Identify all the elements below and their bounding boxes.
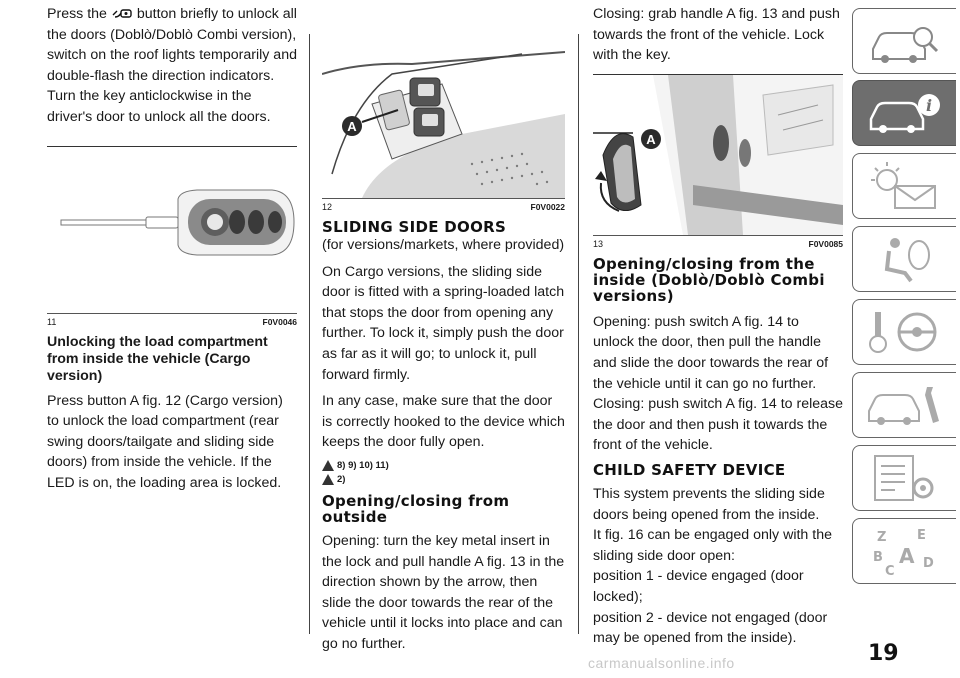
svg-text:B: B	[872, 550, 883, 565]
paragraph-unlocking-load-compartment: Press button A fig. 12 (Cargo version) to unlock the load compartment (rear swing doors/tailgate and sliding side doors) from inside the vehicle. If the LED is on, the loading area is locked.	[47, 392, 283, 491]
key-steering-wheel-icon	[865, 306, 945, 358]
paragraph-opening-inside: Opening: push switch A fig. 14 to unlock the door, then pull the handle and slide the door towards the rear of the vehicle until it can go no further.	[593, 313, 829, 392]
heading-sliding-side-doors: SLIDING SIDE DOORS	[322, 218, 507, 236]
heading-child-safety-device: CHILD SAFETY DEVICE	[593, 460, 786, 479]
warning-reference-1: 8) 9) 10) 11)	[322, 459, 565, 473]
unlock-key-button-icon	[111, 7, 133, 19]
figure-11-caption: 11 F0V0046	[47, 313, 297, 328]
chapter-tabs	[852, 0, 960, 678]
car-search-icon	[865, 15, 945, 67]
figure-12-caption: 12 F0V0022	[322, 198, 565, 213]
column-2	[322, 0, 565, 661]
svg-text:A: A	[898, 544, 914, 568]
svg-text:E: E	[916, 528, 926, 543]
figure-12	[322, 34, 565, 198]
tab-getting-to-know-vehicle[interactable]	[852, 8, 956, 74]
paragraph-sliding-latch: On Cargo versions, the sliding side door is fitted with a spring-loaded latch that stops the door from opening any further. To lock it, simply push the door as far as it will go; to unlock it, pull forward firmly.	[322, 263, 565, 383]
figure-12-label-a: A	[347, 119, 357, 134]
column-divider	[309, 34, 310, 634]
subheading-versions-markets: (for versions/markets, where provided)	[322, 237, 565, 253]
remote-key-illustration	[47, 147, 297, 313]
tab-vehicle-info[interactable]	[852, 80, 956, 146]
heading-opening-closing-inside: Opening/closing from the inside (Doblò/Doblò Combi versions)	[593, 254, 825, 305]
paragraph-child-safety-1: This system prevents the sliding side doors being opened from the inside.	[593, 485, 825, 523]
tab-warning-lights[interactable]	[852, 153, 956, 219]
svg-text:Z: Z	[876, 530, 886, 545]
tab-starting-driving[interactable]	[852, 299, 956, 365]
alphabet-index-icon	[865, 523, 945, 579]
column-1	[47, 0, 297, 500]
svg-text:D: D	[922, 556, 934, 571]
svg-text:i: i	[925, 96, 932, 115]
paragraph-position-2: position 2 - device not engaged (door may be opened from the inside).	[593, 609, 828, 647]
figure-13-label-a: A	[646, 131, 656, 147]
tab-servicing-care[interactable]	[852, 445, 956, 511]
sliding-door-handle-illustration	[593, 75, 843, 235]
paragraph-closing-inside: Closing: push switch A fig. 14 to release the door and then push it towards the front of the vehicle.	[593, 396, 843, 454]
intro-paragraph: Press the button briefly to unlock all the doors (Doblò/Doblò Combi version), switch on the roof lights temporarily and double-flash the direction indicators. Turn the key anticlockwise in the driver's door to unlock all the doors.	[47, 6, 297, 125]
heading-opening-closing-outside: Opening/closing from outside	[322, 491, 510, 526]
tab-index[interactable]	[852, 518, 956, 584]
door-switch-panel-illustration	[322, 34, 565, 198]
figure-11	[47, 146, 297, 313]
figure-13	[593, 74, 843, 235]
warning-triangle-icon	[322, 474, 334, 485]
warning-reference-2: 2)	[322, 473, 565, 487]
heading-unlocking-load-compartment: Unlocking the load compartment from inside the vehicle (Cargo version)	[47, 333, 268, 384]
warning-light-message-icon	[865, 160, 945, 212]
paragraph-closing-handle: Closing: grab handle A fig. 13 and push towards the front of the vehicle. Lock with the key.	[593, 6, 840, 64]
page-number: 19	[868, 641, 899, 666]
svg-text:C: C	[884, 564, 895, 579]
tab-in-an-emergency[interactable]	[852, 372, 956, 438]
paragraph-opening-outside: Opening: turn the key metal insert in the lock and pull handle A fig. 13 in the direction shown by the arrow, then slide the door towards the rear of the vehicle until it locks into place and can go no further.	[322, 532, 565, 652]
column-3	[593, 0, 843, 655]
paragraph-door-hooked: In any case, make sure that the door is correctly hooked to the device which keeps the door fully open.	[322, 393, 565, 451]
checklist-settings-icon	[865, 452, 945, 504]
airbag-seat-icon	[865, 233, 945, 285]
paragraph-child-safety-2: It fig. 16 can be engaged only with the sliding side door open:	[593, 527, 832, 564]
figure-13-caption: 13 F0V0085	[593, 235, 843, 250]
column-divider	[578, 34, 579, 634]
car-info-icon	[865, 87, 945, 139]
tab-safety[interactable]	[852, 226, 956, 292]
paragraph-position-1: position 1 - device engaged (door locked);	[593, 568, 804, 605]
watermark: carmanualsonline.info	[588, 655, 735, 671]
warning-triangle-icon	[322, 460, 334, 471]
car-service-icon	[865, 379, 945, 431]
